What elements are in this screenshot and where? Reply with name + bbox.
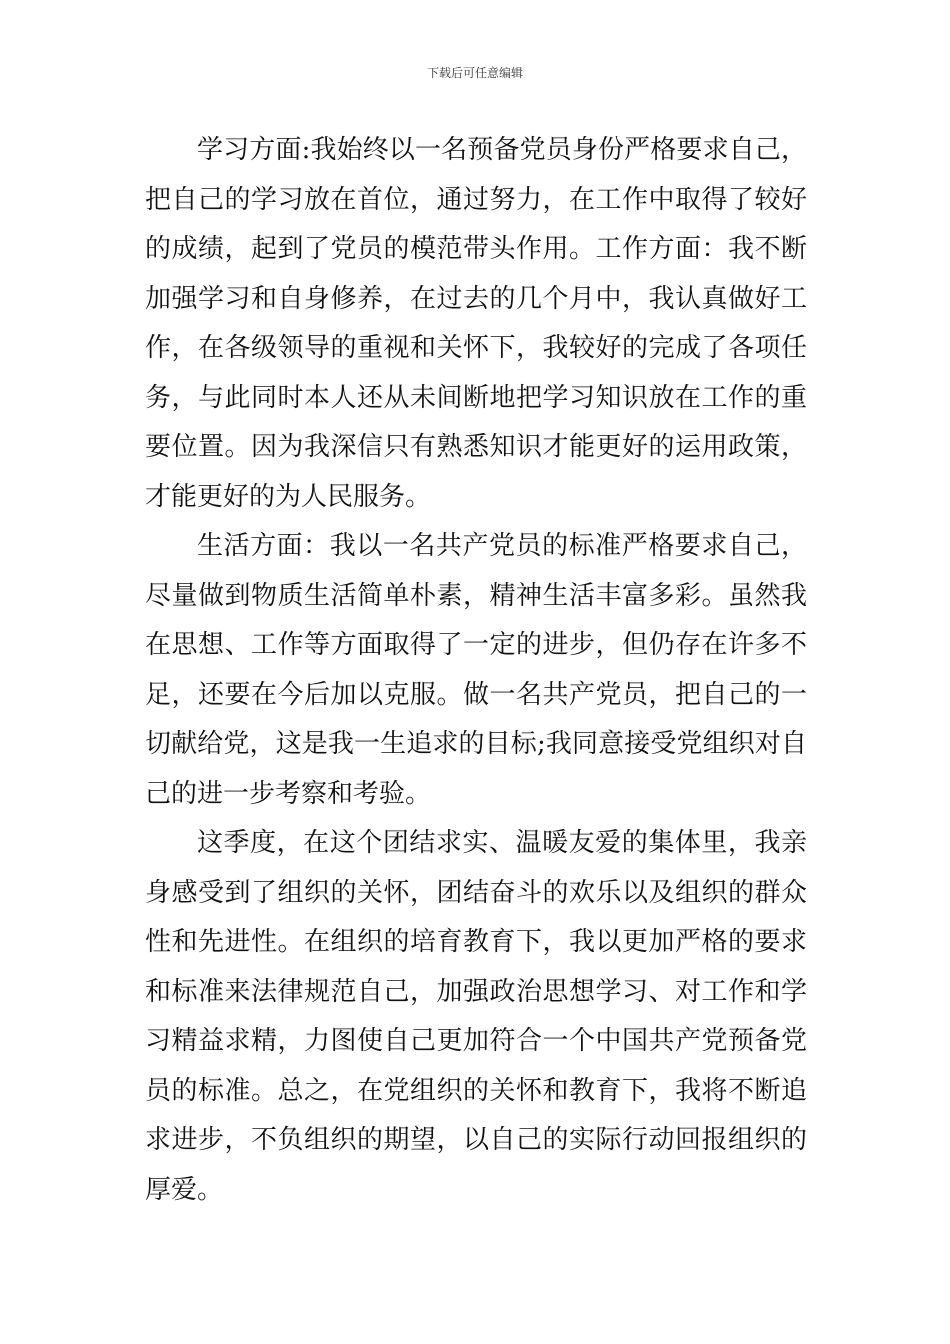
page-header: 下载后可任意编辑	[426, 66, 523, 80]
paragraph-life: 生活方面：我以一名共产党员的标准严格要求自己，尽量做到物质生活简单朴素，精神生活丰富多彩。虽然我在思想、工作等方面取得了一定的进步，但仍存在许多不足，还要在今后加以克服。做一名共产党员，把自己的一切献给党，这是我一生追求的目标;我同意接受党组织对自己的进一步考察和考验。	[145, 531, 807, 809]
paragraph-quarter-summary: 这季度，在这个团结求实、温暖友爱的集体里，我亲身感受到了组织的关怀，团结奋斗的欢乐以及组织的群众性和先进性。在组织的培育教育下，我以更加严格的要求和标准来法律规范自己，加强政治思想学习、对工作和学习精益求精，力图使自己更加符合一个中国共产党预备党员的标准。总之，在党组织的关怀和教育下，我将不断追求进步，不负组织的期望，以自己的实际行动回报组织的厚爱。	[145, 828, 807, 1205]
paragraph-study-work: 学习方面:我始终以一名预备党员身份严格要求自己，把自己的学习放在首位，通过努力，在工作中取得了较好的成绩，起到了党员的模范带头作用。工作方面：我不断加强学习和自身修养，在过去的几个月中，我认真做好工作，在各级领导的重视和关怀下，我较好的完成了各项任务，与此同时本人还从未间断地把学习知识放在工作的重要位置。因为我深信只有熟悉知识才能更好的运用政策，才能更好的为人民服务。	[145, 135, 807, 512]
document-body	[145, 126, 807, 1215]
